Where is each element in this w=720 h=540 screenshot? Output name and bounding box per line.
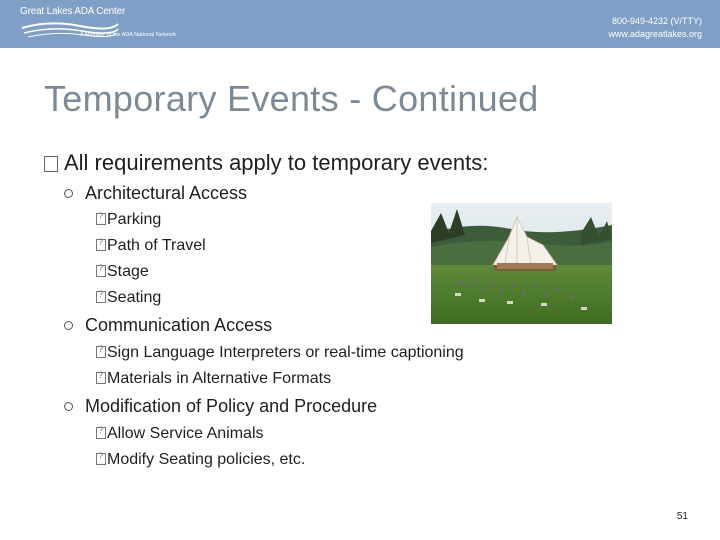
list-item-text: Allow Service Animals (107, 425, 264, 442)
list-item-text: Sign Language Interpreters or real-time captioning (107, 344, 464, 361)
great-lakes-ada-logo (20, 4, 220, 44)
main-bullet-text: All requirements apply to temporary events: (64, 150, 489, 175)
missing-glyph-icon (96, 372, 106, 384)
page-number: 51 (676, 511, 688, 522)
list-item-text: Parking (107, 211, 162, 228)
section-architectural-access (64, 183, 247, 204)
missing-glyph-icon (96, 265, 106, 277)
circle-bullet-icon (64, 321, 73, 330)
website-url: www.adagreatlakes.org (608, 29, 702, 39)
missing-glyph-icon (96, 346, 106, 358)
slide-title: Temporary Events - Continued (44, 78, 539, 119)
list-item (96, 237, 206, 255)
section-heading: Modification of Policy and Procedure (85, 396, 378, 416)
list-item-text: Path of Travel (107, 237, 206, 254)
event-tent-photo (431, 203, 612, 324)
contact-info (608, 15, 702, 41)
section-modification-of-policy (64, 396, 377, 417)
list-item-text: Seating (107, 289, 162, 306)
list-item (96, 370, 331, 388)
logo-text: Great Lakes ADA Center (20, 6, 126, 17)
main-bullet (44, 150, 488, 176)
missing-glyph-icon (96, 291, 106, 303)
missing-glyph-icon (96, 239, 106, 251)
phone-number: 800-949-4232 (V/TTY) (611, 16, 702, 26)
list-item (96, 289, 161, 307)
circle-bullet-icon (64, 402, 73, 411)
missing-glyph-icon (96, 213, 106, 225)
section-heading: Communication Access (85, 315, 273, 335)
circle-bullet-icon (64, 189, 73, 198)
missing-glyph-icon (96, 453, 106, 465)
list-item-text: Materials in Alternative Formats (107, 370, 332, 387)
header-bar (0, 0, 720, 48)
list-item (96, 263, 149, 281)
list-item (96, 451, 305, 469)
list-item-text: Stage (107, 263, 149, 280)
tent-pavilion-image (431, 203, 612, 324)
missing-glyph-icon (96, 427, 106, 439)
section-heading: Architectural Access (85, 183, 248, 203)
checkbox-bullet-icon (44, 156, 58, 172)
list-item-text: Modify Seating policies, etc. (107, 451, 306, 468)
list-item (96, 344, 464, 362)
list-item (96, 211, 161, 229)
logo-subtext: A Member of the ADA National Network (80, 32, 176, 38)
list-item (96, 425, 264, 443)
section-communication-access (64, 315, 272, 336)
